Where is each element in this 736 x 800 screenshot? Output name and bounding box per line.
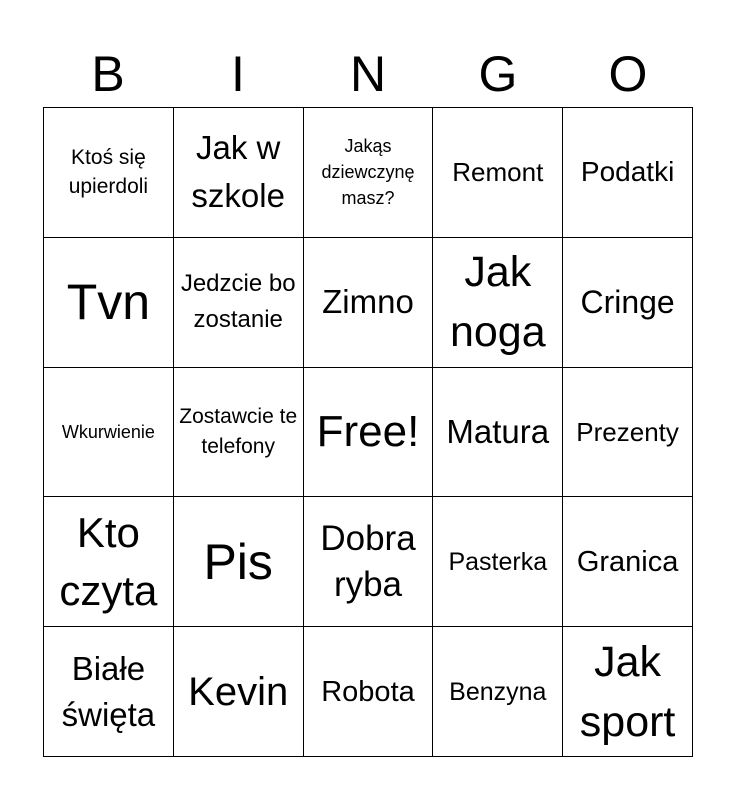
bingo-cell[interactable]	[174, 368, 304, 498]
bingo-cell[interactable]	[433, 238, 563, 368]
cell-text: Wkurwienie	[61, 421, 155, 442]
cell-text: Jakąs dziewczynę masz?	[321, 136, 415, 209]
bingo-cell[interactable]	[563, 368, 693, 498]
cell-text: Granica	[576, 545, 679, 578]
bingo-cell[interactable]	[174, 627, 304, 757]
header-letter-o: O	[608, 46, 648, 102]
header-letter-g: G	[478, 46, 518, 102]
bingo-cell[interactable]	[44, 627, 174, 757]
cell-text: Tvn	[66, 274, 151, 331]
bingo-cell[interactable]	[44, 497, 174, 627]
cell-text: Jak w szkole	[191, 129, 285, 215]
bingo-cell[interactable]	[304, 497, 434, 627]
bingo-cell[interactable]	[433, 108, 563, 238]
cell-text: Ktoś się upierdoli	[68, 146, 149, 199]
cell-text: Jak sport	[579, 637, 676, 746]
bingo-cell[interactable]	[433, 497, 563, 627]
bingo-cell[interactable]	[563, 497, 693, 627]
bingo-cell[interactable]	[563, 627, 693, 757]
cell-text: Prezenty	[576, 416, 679, 447]
cell-text: Dobra ryba	[320, 518, 416, 604]
bingo-cell[interactable]	[174, 497, 304, 627]
bingo-header	[43, 40, 693, 108]
cell-text: Podatki	[580, 156, 675, 188]
cell-text: Benzyna	[449, 677, 547, 706]
cell-text: Robota	[321, 675, 415, 708]
cell-text: Pasterka	[448, 547, 548, 576]
header-letter-i: I	[231, 46, 245, 102]
bingo-cell[interactable]	[44, 108, 174, 238]
header-letter-b: B	[91, 46, 125, 102]
bingo-cell[interactable]	[304, 238, 434, 368]
cell-text: Matura	[446, 412, 550, 450]
header-letter-n: N	[349, 46, 387, 102]
bingo-cell[interactable]	[304, 108, 434, 238]
cell-text: Cringe	[580, 284, 675, 321]
cell-text: Kevin	[188, 669, 289, 714]
cell-text: Free!	[316, 406, 420, 456]
cell-text: Białe święta	[61, 649, 156, 733]
cell-text: Zimno	[322, 283, 414, 321]
bingo-cell[interactable]	[304, 368, 434, 498]
bingo-cell[interactable]	[44, 368, 174, 498]
bingo-cell[interactable]	[304, 627, 434, 757]
bingo-cell[interactable]	[44, 238, 174, 368]
cell-text: Pis	[203, 533, 273, 590]
cell-text: Jedzcie bo zostanie	[180, 270, 296, 334]
bingo-grid	[43, 107, 693, 757]
bingo-cell[interactable]	[174, 238, 304, 368]
bingo-cell[interactable]	[433, 368, 563, 498]
cell-text: Zostawcie te telefony	[179, 404, 298, 458]
bingo-cell[interactable]	[174, 108, 304, 238]
bingo-cell[interactable]	[563, 238, 693, 368]
bingo-cell[interactable]	[433, 627, 563, 757]
cell-text: Kto czyta	[59, 508, 158, 614]
cell-text: Jak noga	[449, 248, 546, 357]
cell-text: Remont	[452, 157, 544, 188]
bingo-cell[interactable]	[563, 108, 693, 238]
